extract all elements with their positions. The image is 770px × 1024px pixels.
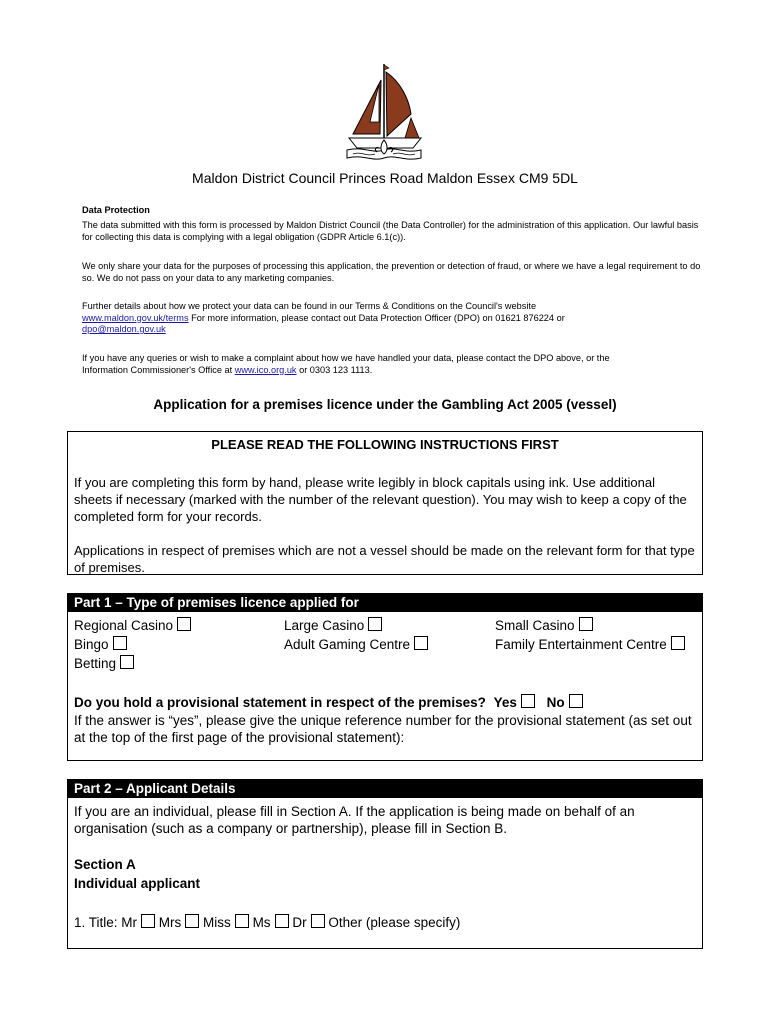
data-protection-paragraph-4 <box>82 353 702 376</box>
further-details-text: Further details about how we protect your data can be found in our Terms & Conditions on the Council's website <box>82 301 537 311</box>
regional-casino-checkbox[interactable] <box>177 617 191 631</box>
part-2-header: Part 2 – Applicant Details <box>68 780 702 798</box>
adult-gaming-centre-label: Adult Gaming Centre <box>284 637 411 652</box>
large-casino-label: Large Casino <box>284 618 365 633</box>
instructions-paragraph-1: If you are completing this form by hand, please write legibly in block capitals using ink. Use additional sheets if necessary (marked with the number of the relevant question). You may wish to keep a copy of the completed form for your records. <box>74 475 687 524</box>
ico-text: Information Commissioner's Office at <box>82 364 235 375</box>
betting-option <box>74 655 134 672</box>
betting-label: Betting <box>74 656 117 671</box>
provisional-no-checkbox[interactable] <box>569 694 583 708</box>
council-address: Maldon District Council Princes Road Maldon Essex CM9 5DL <box>192 170 578 186</box>
large-casino-option <box>284 617 382 634</box>
title-miss-label: Miss <box>203 915 231 930</box>
terms-link[interactable]: www.maldon.gov.uk/terms <box>82 312 189 323</box>
instructions-paragraph-2: Applications in respect of premises which are not a vessel should be made on the relevant form for that type of premises. <box>74 543 695 575</box>
part-1-header: Part 1 – Type of premises licence applied for <box>68 594 702 612</box>
application-title: Application for a premises licence under the Gambling Act 2005 (vessel) <box>153 397 617 412</box>
family-entertainment-centre-checkbox[interactable] <box>671 636 685 650</box>
part-2-section <box>67 779 703 949</box>
provisional-no-label: No <box>546 695 565 710</box>
title-other-label: Other (please specify) <box>328 915 461 930</box>
title-ms-checkbox[interactable] <box>275 914 289 928</box>
bingo-label: Bingo <box>74 637 109 652</box>
sailing-barge-crest-icon <box>343 62 425 168</box>
small-casino-checkbox[interactable] <box>579 617 593 631</box>
title-mr-checkbox[interactable] <box>141 914 155 928</box>
part-1-section <box>67 593 703 761</box>
section-a-heading: Section A <box>74 857 136 872</box>
provisional-yes-label: Yes <box>493 695 517 710</box>
betting-checkbox[interactable] <box>120 655 134 669</box>
title-mrs-label: Mrs <box>158 915 182 930</box>
dpo-contact-text: For more information, please contact out Data Protection Officer (DPO) on 01621 876224 or <box>188 312 565 323</box>
title-dr-checkbox[interactable] <box>311 914 325 928</box>
title-ms-label: Ms <box>252 915 271 930</box>
title-options <box>74 914 460 931</box>
dpo-email-link[interactable]: dpo@maldon.gov.uk <box>82 324 166 334</box>
regional-casino-label: Regional Casino <box>74 618 174 633</box>
bingo-checkbox[interactable] <box>113 636 127 650</box>
data-protection-paragraph-2: We only share your data for the purposes of processing this application, the prevention or detection of fraud, or where we have a legal requirement to do so. We do not pass on your data to any marketing companies. <box>82 261 701 283</box>
ico-phone-text: or 0303 123 1113. <box>296 364 373 375</box>
small-casino-label: Small Casino <box>495 618 575 633</box>
large-casino-checkbox[interactable] <box>368 617 382 631</box>
provisional-note: If the answer is “yes”, please give the unique reference number for the provisional statement (as set out at the top of the first page of the provisional statement): <box>74 713 692 745</box>
regional-casino-option <box>74 617 191 634</box>
provisional-question-text: Do you hold a provisional statement in respect of the premises? <box>74 695 486 710</box>
adult-gaming-centre-checkbox[interactable] <box>414 636 428 650</box>
ico-link[interactable]: www.ico.org.uk <box>234 364 297 375</box>
adult-gaming-centre-option <box>284 636 428 653</box>
individual-applicant-heading: Individual applicant <box>74 876 201 891</box>
instructions-box <box>67 431 703 575</box>
title-dr-label: Dr <box>292 915 307 930</box>
family-entertainment-centre-label: Family Entertainment Centre <box>495 637 667 652</box>
part-2-intro: If you are an individual, please fill in Section A. If the application is being made on behalf of an organisation (such as a company or partnership), please fill in Section B. <box>74 804 635 836</box>
provisional-statement-question <box>74 694 583 711</box>
provisional-yes-checkbox[interactable] <box>521 694 535 708</box>
title-label: 1. Title: Mr <box>74 915 138 930</box>
instructions-heading: PLEASE READ THE FOLLOWING INSTRUCTIONS FIRST <box>211 437 559 452</box>
complaint-text: If you have any queries or wish to make a complaint about how we have handled your data, please contact the DPO above, or the <box>82 353 610 363</box>
data-protection-paragraph-1: The data submitted with this form is processed by Maldon District Council (the Data Controller) for the administration of this application. Our lawful basis for collecting this data is complying with a legal obligation (GDPR Article 6.1(c)). <box>82 220 699 242</box>
title-mrs-checkbox[interactable] <box>185 914 199 928</box>
title-miss-checkbox[interactable] <box>235 914 249 928</box>
family-entertainment-centre-option <box>495 636 685 653</box>
bingo-option <box>74 636 127 653</box>
data-protection-paragraph-3 <box>82 301 702 336</box>
small-casino-option <box>495 617 593 634</box>
data-protection-heading: Data Protection <box>82 205 150 215</box>
